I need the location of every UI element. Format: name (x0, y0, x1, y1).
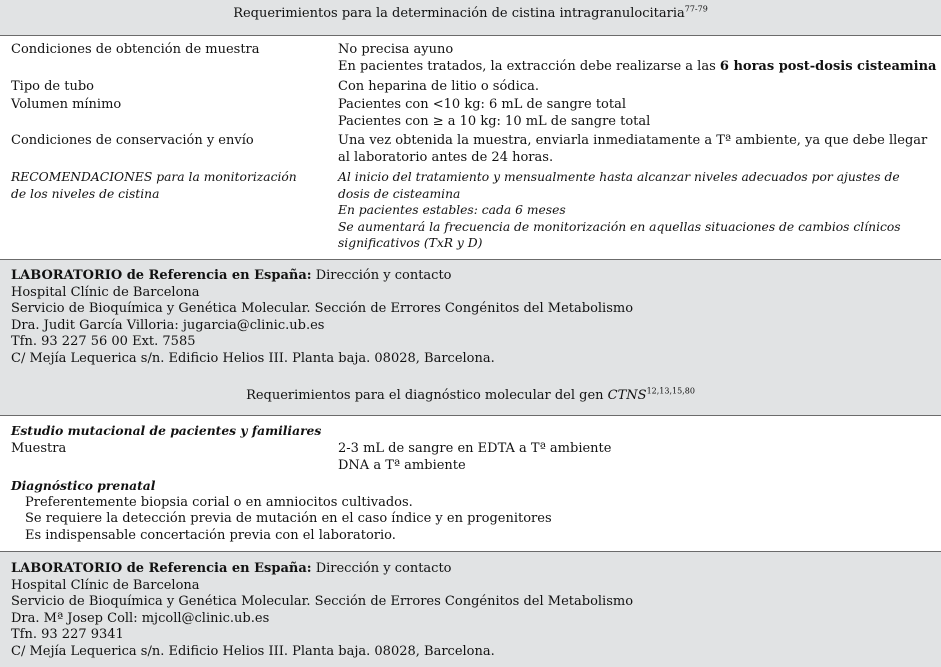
row-label: Tipo de tubo (11, 79, 95, 94)
value-line: Se aumentará la frecuencia de monitorización en aquellas situaciones de cambios clínicos significativos (TxR y D) (338, 219, 901, 250)
prenatal-section (11, 478, 931, 544)
value-line: DNA a Tª ambiente (338, 457, 466, 473)
row-label (11, 169, 311, 202)
cystine-title (0, 0, 941, 35)
lab-heading (11, 268, 931, 285)
lab-heading-rest: Dirección y contacto (311, 561, 452, 576)
lab-line: Hospital Clínic de Barcelona (11, 284, 200, 300)
value-text: En pacientes tratados, la extracción debe realizarse a las (338, 58, 720, 74)
row-label: Condiciones de conservación y envío (11, 133, 254, 148)
row-value (338, 97, 938, 130)
value-line: Al inicio del tratamiento y mensualmente hasta alcanzar niveles adecuados por ajustes de dosis de cisteamina (338, 170, 900, 201)
cystine-title-text: Requerimientos para la determinación de cistina intragranulocitaria (233, 6, 685, 21)
row-label: Condiciones de obtención de muestra (11, 42, 260, 57)
label-line: de los niveles de cistina (11, 186, 160, 201)
study-heading: Estudio mutacional de pacientes y familiares (11, 423, 322, 438)
value-line: Pacientes con <10 kg: 6 mL de sangre total (338, 97, 627, 112)
lab-line: Servicio de Bioquímica y Genética Molecular. Sección de Errores Congénitos del Metabolismo (11, 594, 634, 609)
lab-line: Servicio de Bioquímica y Genética Molecular. Sección de Errores Congénitos del Metabolismo (11, 301, 634, 316)
molecular-title (0, 378, 941, 415)
lab-contact-molecular-text (11, 561, 931, 660)
divider (0, 35, 941, 36)
lab-heading-bold: LABORATORIO de Referencia en España: (11, 561, 312, 576)
value-line: No precisa ayuno (338, 42, 454, 57)
row-value: Con heparina de litio o sódica. (338, 79, 539, 94)
cystine-title-refs: 77-79 (684, 4, 708, 14)
lab-line: Dra. Judit García Villoria: jugarcia@clinic.ub.es (11, 317, 325, 333)
lab-line: C/ Mejía Lequerica s/n. Edificio Helios III. Planta baja. 08028, Barcelona. (11, 350, 495, 366)
row-value (338, 169, 930, 252)
row-label: Volumen mínimo (11, 97, 122, 112)
lab-heading (11, 561, 931, 578)
lab-line: Tfn. 93 227 56 00 Ext. 7585 (11, 334, 196, 349)
row-value (338, 441, 938, 474)
value-line: En pacientes estables: cada 6 meses (338, 203, 566, 217)
divider (0, 415, 941, 416)
row-value: Una vez obtenida la muestra, enviarla inmediatamente a Tª ambiente, ya que debe llegar al laboratorio antes de 24 horas. (338, 133, 928, 165)
molecular-title-refs: 12,13,15,80 (646, 386, 695, 396)
gene-name: CTNS (607, 388, 647, 403)
value-emphasis: 6 horas post-dosis cisteamina (719, 58, 937, 74)
lab-line: Hospital Clínic de Barcelona (11, 577, 200, 593)
label-line: RECOMENDACIONES para la monitorización (11, 170, 297, 184)
prenatal-heading: Diagnóstico prenatal (11, 478, 156, 493)
lab-contact-cystine-text (11, 268, 931, 367)
prenatal-line: Preferentemente biopsia corial o en amniocitos cultivados. (25, 494, 413, 510)
lab-line: Tfn. 93 227 9341 (11, 627, 124, 642)
lab-heading-rest: Dirección y contacto (311, 268, 452, 283)
molecular-title-text: Requerimientos para el diagnóstico molecular del gen (246, 388, 608, 403)
value-line: Pacientes con ≥ a 10 kg: 10 mL de sangre total (338, 113, 651, 129)
row-label: Muestra (11, 441, 67, 456)
lab-heading-bold: LABORATORIO de Referencia en España: (11, 268, 312, 283)
prenatal-line: Es indispensable concertación previa con el laboratorio. (25, 527, 396, 543)
value-line (338, 59, 938, 76)
value-line: 2-3 mL de sangre en EDTA a Tª ambiente (338, 441, 612, 456)
lab-line: C/ Mejía Lequerica s/n. Edificio Helios III. Planta baja. 08028, Barcelona. (11, 643, 495, 659)
prenatal-line: Se requiere la detección previa de mutación en el caso índice y en progenitores (25, 511, 552, 526)
lab-line: Dra. Mª Josep Coll: mjcoll@clinic.ub.es (11, 610, 270, 626)
row-value (338, 42, 938, 75)
